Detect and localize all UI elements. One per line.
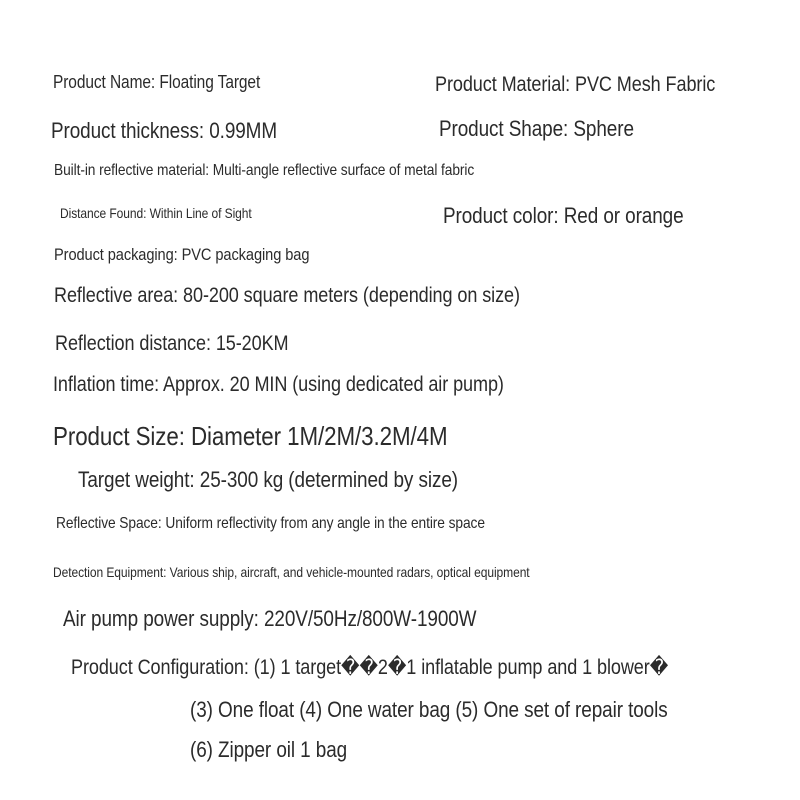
detection-equipment-text: Detection Equipment: Various ship, aircraft, and vehicle-mounted radars, optical equipment [53, 564, 530, 580]
built-in-reflective-text: Built-in reflective material: Multi-angle reflective surface of metal fabric [54, 162, 475, 179]
product-material-text: Product Material: PVC Mesh Fabric [435, 73, 716, 96]
inflation-time-text: Inflation time: Approx. 20 MIN (using dedicated air pump) [53, 373, 504, 396]
configuration-line-2: (3) One float (4) One water bag (5) One set of repair tools [190, 697, 668, 722]
target-weight-text: Target weight: 25-300 kg (determined by size) [78, 467, 458, 492]
product-shape-text: Product Shape: Sphere [439, 116, 634, 141]
product-name-text: Product Name: Floating Target [53, 72, 261, 92]
air-pump-power-text: Air pump power supply: 220V/50Hz/800W-1900W [63, 606, 477, 631]
configuration-line-1: Product Configuration: (1) 1 target��2�1 inflatable pump and 1 blower� [71, 656, 669, 679]
configuration-line-3: (6) Zipper oil 1 bag [190, 737, 348, 762]
reflection-distance-text: Reflection distance: 15-20KM [55, 332, 289, 355]
product-thickness-text: Product thickness: 0.99MM [51, 118, 278, 143]
reflective-space-text: Reflective Space: Uniform reflectivity from any angle in the entire space [56, 515, 485, 532]
product-size-text: Product Size: Diameter 1M/2M/3.2M/4M [53, 421, 448, 451]
distance-found-text: Distance Found: Within Line of Sight [60, 205, 252, 221]
product-packaging-text: Product packaging: PVC packaging bag [54, 245, 310, 264]
reflective-area-text: Reflective area: 80-200 square meters (depending on size) [54, 284, 520, 307]
product-color-text: Product color: Red or orange [443, 203, 684, 228]
